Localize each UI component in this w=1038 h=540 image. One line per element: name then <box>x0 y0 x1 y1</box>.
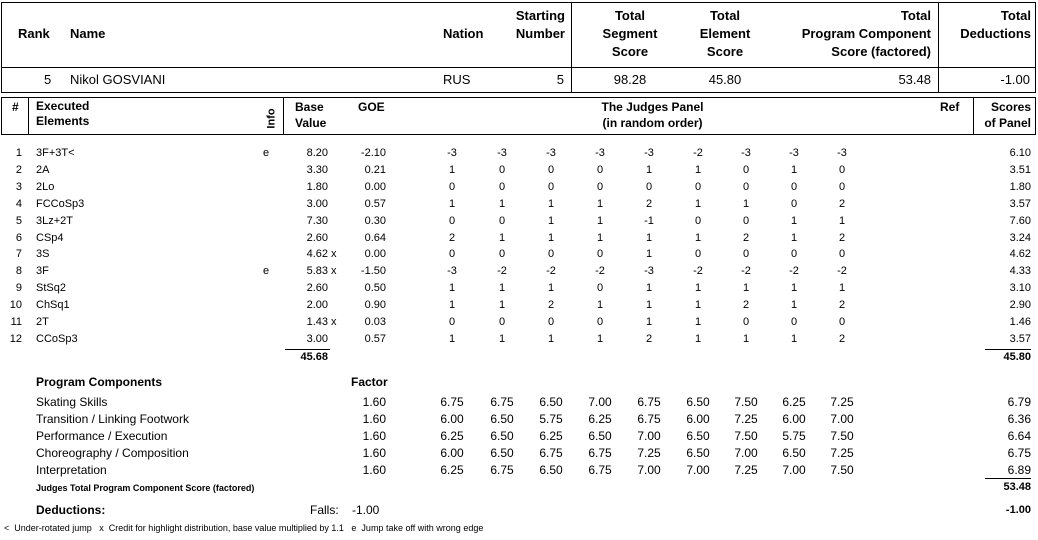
judge-score: 7.00 <box>637 428 661 443</box>
skater-rank: 5 <box>44 72 52 87</box>
judge-score: 6.25 <box>440 462 464 477</box>
judge-score: 7.50 <box>734 395 758 409</box>
judge-score: 2 <box>838 197 846 210</box>
judge-score: 1 <box>547 332 555 345</box>
falls-value: -1.00 <box>352 503 380 517</box>
judge-score: 1 <box>448 282 456 295</box>
col-scores-of-panel: Scores of Panel <box>984 100 1031 130</box>
judge-score: 6.50 <box>686 395 710 409</box>
judge-score: 6.50 <box>539 395 563 409</box>
element-goe: 0.03 <box>364 316 386 328</box>
col-judges-panel: The Judges Panel (in random order) <box>601 100 704 130</box>
element-goe: -1.50 <box>360 265 386 278</box>
judge-score: 0 <box>498 214 506 227</box>
component-name: Interpretation <box>36 462 107 477</box>
col-info: Info <box>265 108 278 129</box>
component-factor: 1.60 <box>362 395 386 409</box>
judge-score: 6.00 <box>440 445 464 460</box>
judge-score: 7.50 <box>830 428 854 443</box>
judge-score: 6.50 <box>686 428 710 443</box>
judge-score: 6.50 <box>490 428 514 443</box>
element-number: 10 <box>9 299 22 312</box>
element-goe: 0.00 <box>364 180 386 193</box>
element-panel-score: 3.57 <box>1009 197 1031 210</box>
judge-score: 0 <box>498 180 506 193</box>
judge-score: 6.75 <box>588 445 612 460</box>
col-starting-number: Starting Number <box>515 8 565 41</box>
element-info: e <box>263 147 270 159</box>
element-number: 9 <box>15 282 22 295</box>
element-base-value: 3.00 <box>306 332 328 345</box>
judge-score: 7.25 <box>830 445 854 460</box>
judge-score: 0 <box>596 316 604 328</box>
judge-score: -3 <box>497 147 507 159</box>
judge-score: 6.00 <box>686 411 710 426</box>
component-factor: 1.60 <box>362 445 386 460</box>
legend: < Under-rotated jump x Credit for highlight distribution, base value multiplied by 1.1 e Jump take off with wrong edge <box>4 523 484 533</box>
judge-score: 0 <box>448 214 456 227</box>
judge-score: 5.75 <box>539 411 563 426</box>
component-factor: 1.60 <box>362 411 386 426</box>
judge-score: 0 <box>742 316 750 328</box>
skater-name: Nikol GOSVIANI <box>70 72 166 87</box>
element-base-value: 3.30 <box>306 163 328 176</box>
element-number: 11 <box>10 316 22 328</box>
judge-score: 1 <box>448 332 456 345</box>
component-panel-score: 6.36 <box>1007 411 1031 426</box>
judge-score: 6.75 <box>637 411 661 426</box>
element-base-value: 1.80 <box>306 180 328 193</box>
element-base-value: 2.60 <box>306 282 328 295</box>
judge-score: 1 <box>498 197 506 210</box>
element-panel-score: 6.10 <box>1009 147 1031 159</box>
element-goe: 0.57 <box>364 332 386 345</box>
judge-score: 1 <box>596 197 604 210</box>
col-nation: Nation <box>443 26 484 41</box>
judge-score: -3 <box>447 265 457 278</box>
col-name: Name <box>70 26 106 41</box>
judge-score: 7.25 <box>734 411 758 426</box>
element-base-value: 8.20 <box>306 147 328 159</box>
judge-score: -3 <box>644 147 654 159</box>
judge-score: 0 <box>838 163 846 176</box>
judge-score: 6.75 <box>588 462 612 477</box>
judge-score: 0 <box>596 282 604 295</box>
judge-score: 7.25 <box>830 395 854 409</box>
judge-score: 2 <box>547 299 555 312</box>
col-total-element-score: Total Element Score <box>699 8 751 59</box>
judge-score: 0 <box>547 163 555 176</box>
element-name: 2A <box>36 163 50 176</box>
element-panel-score: 2.90 <box>1009 299 1031 312</box>
element-goe: 0.50 <box>364 282 386 295</box>
judge-score: 7.25 <box>637 445 661 460</box>
judge-score: -2 <box>837 265 847 278</box>
judge-score: 0 <box>742 163 750 176</box>
element-name: CSp4 <box>36 231 64 244</box>
element-number: 6 <box>15 231 22 244</box>
judge-score: 1 <box>742 282 750 295</box>
judge-score: 0 <box>790 248 798 261</box>
judge-score: -3 <box>595 147 605 159</box>
element-panel-score: 1.80 <box>1009 180 1031 193</box>
pc-total-label: Judges Total Program Component Score (factored) <box>36 483 255 493</box>
judge-score: 1 <box>790 299 798 312</box>
judge-score: 0 <box>547 248 555 261</box>
judge-score: -3 <box>546 147 556 159</box>
judge-score: 1 <box>790 214 798 227</box>
judge-score: 7.00 <box>686 462 710 477</box>
col-goe: GOE <box>358 100 385 114</box>
element-number: 3 <box>15 180 22 193</box>
col-rank: Rank <box>18 26 50 41</box>
element-panel-score: 1.46 <box>1009 316 1031 328</box>
element-panel-score: 3.51 <box>1009 163 1031 176</box>
judge-score: 1 <box>645 299 653 312</box>
judge-score: 1 <box>596 332 604 345</box>
element-goe: 0.64 <box>364 231 386 244</box>
judge-score: -2 <box>741 265 751 278</box>
header-vline-1 <box>571 2 572 93</box>
judge-score: 1 <box>596 231 604 244</box>
judge-score: 0 <box>448 316 456 328</box>
judge-score: -3 <box>741 147 751 159</box>
element-base-multiplier: x <box>331 248 337 261</box>
judge-score: 0 <box>547 180 555 193</box>
judge-score: 6.50 <box>686 445 710 460</box>
judge-score: 6.50 <box>490 411 514 426</box>
judge-score: 1 <box>596 214 604 227</box>
judge-score: 7.00 <box>637 462 661 477</box>
element-number: 12 <box>9 332 22 345</box>
col-ref: Ref <box>940 100 960 114</box>
col-total-pcs: Total Program Component Score (factored) <box>801 8 931 59</box>
judge-score: 1 <box>645 316 653 328</box>
col-executed-elements: Executed Elements <box>36 99 90 128</box>
element-base-value: 1.43 <box>306 316 328 328</box>
judge-score: 1 <box>448 163 456 176</box>
element-goe: 0.21 <box>364 163 386 176</box>
judge-score: 6.25 <box>539 428 563 443</box>
judge-score: 1 <box>547 214 555 227</box>
judge-score: 2 <box>645 197 653 210</box>
judge-score: -3 <box>447 147 457 159</box>
judge-score: 7.00 <box>588 395 612 409</box>
judge-score: 7.25 <box>734 462 758 477</box>
judge-score: -1 <box>644 214 654 227</box>
program-components-title: Program Components <box>36 375 163 389</box>
judge-score: 2 <box>838 332 846 345</box>
component-name: Performance / Execution <box>36 428 168 443</box>
deductions-label: Deductions: <box>36 503 106 517</box>
judge-score: 6.50 <box>588 428 612 443</box>
judge-score: -3 <box>644 265 654 278</box>
judge-score: 6.75 <box>539 445 563 460</box>
judge-score: 0 <box>645 180 653 193</box>
elements-vline-1 <box>28 97 29 135</box>
col-total-deductions: Total Deductions <box>960 8 1031 41</box>
judge-score: 6.25 <box>782 395 806 409</box>
element-goe: -2.10 <box>360 147 386 159</box>
component-factor: 1.60 <box>362 428 386 443</box>
element-base-value: 5.83 <box>306 265 328 278</box>
judge-score: 6.50 <box>539 462 563 477</box>
judge-score: 0 <box>498 163 506 176</box>
judge-score: 0 <box>498 316 506 328</box>
judge-score: 1 <box>694 282 702 295</box>
judge-score: 2 <box>838 231 846 244</box>
judge-score: 1 <box>498 299 506 312</box>
judge-score: 5.75 <box>782 428 806 443</box>
judge-score: 2 <box>645 332 653 345</box>
judge-score: -3 <box>789 147 799 159</box>
judge-score: 0 <box>694 180 702 193</box>
elements-header-box <box>1 97 1036 135</box>
element-base-value: 2.00 <box>306 299 328 312</box>
judge-score: 1 <box>596 299 604 312</box>
judge-score: -2 <box>693 265 703 278</box>
element-number: 5 <box>15 214 22 227</box>
element-panel-score: 4.62 <box>1009 248 1031 261</box>
element-name: 2T <box>36 316 49 328</box>
judge-score: 1 <box>645 231 653 244</box>
element-panel-score: 4.33 <box>1009 265 1031 278</box>
element-base-value: 4.62 <box>306 248 328 261</box>
judge-score: 6.25 <box>588 411 612 426</box>
judge-score: 1 <box>694 299 702 312</box>
element-goe: 0.57 <box>364 197 386 210</box>
judge-score: 1 <box>742 332 750 345</box>
judge-score: 0 <box>547 316 555 328</box>
judge-score: 1 <box>547 197 555 210</box>
judge-score: 1 <box>790 332 798 345</box>
judge-score: 6.50 <box>490 445 514 460</box>
judge-score: 0 <box>596 248 604 261</box>
element-name: ChSq1 <box>36 299 70 312</box>
judge-score: 0 <box>838 316 846 328</box>
judge-score: 0 <box>694 214 702 227</box>
element-panel-score: 3.57 <box>1009 332 1031 345</box>
judge-score: -2 <box>789 265 799 278</box>
element-name: FCCoSp3 <box>36 197 85 210</box>
element-name: 2Lo <box>36 180 55 193</box>
judge-score: 1 <box>790 231 798 244</box>
component-name: Skating Skills <box>36 395 108 409</box>
skater-tss: 98.28 <box>613 72 647 87</box>
judge-score: 1 <box>645 282 653 295</box>
element-name: 3F <box>36 265 49 278</box>
element-goe: 0.30 <box>364 214 386 227</box>
element-name: 3F+3T< <box>36 147 75 159</box>
col-base-value: Base Value <box>295 100 327 130</box>
skater-starting-number: 5 <box>556 72 564 87</box>
deductions-total: -1.00 <box>1005 504 1031 516</box>
judge-score: 1 <box>694 316 702 328</box>
judge-score: 1 <box>742 197 750 210</box>
header-divider <box>1 67 1036 68</box>
element-panel-score: 3.10 <box>1009 282 1031 295</box>
judge-score: 0 <box>448 248 456 261</box>
element-name: StSq2 <box>36 282 66 295</box>
judge-score: 6.75 <box>490 395 514 409</box>
judge-score: 1 <box>498 282 506 295</box>
judge-score: 1 <box>838 282 846 295</box>
element-number: 8 <box>15 265 22 278</box>
judge-score: 0 <box>742 214 750 227</box>
judge-score: 6.75 <box>440 395 464 409</box>
header-vline-2 <box>938 2 939 93</box>
col-total-segment-score: Total Segment Score <box>602 8 658 59</box>
judge-score: 0 <box>790 316 798 328</box>
judge-score: 2 <box>742 299 750 312</box>
judge-score: 6.75 <box>637 395 661 409</box>
judge-score: 6.50 <box>782 445 806 460</box>
element-base-value: 7.30 <box>306 214 328 227</box>
judge-score: -2 <box>546 265 556 278</box>
judge-score: 6.00 <box>782 411 806 426</box>
elements-vline-2 <box>283 97 284 135</box>
element-base-value: 3.00 <box>306 197 328 210</box>
element-panel-score: 3.24 <box>1009 231 1031 244</box>
col-element-number: # <box>12 100 19 114</box>
element-base-multiplier: x <box>331 265 337 278</box>
judge-score: 1 <box>838 214 846 227</box>
judge-score: -2 <box>595 265 605 278</box>
judge-score: 2 <box>448 231 456 244</box>
element-number: 1 <box>15 147 22 159</box>
judge-score: 1 <box>448 299 456 312</box>
judge-score: 2 <box>838 299 846 312</box>
component-panel-score: 6.75 <box>1007 445 1031 460</box>
component-name: Transition / Linking Footwork <box>36 411 189 426</box>
judge-score: 6.75 <box>490 462 514 477</box>
element-goe: 0.00 <box>364 248 386 261</box>
judge-score: 0 <box>838 180 846 193</box>
element-base-value: 2.60 <box>306 231 328 244</box>
judge-score: 1 <box>547 282 555 295</box>
judge-score: 1 <box>790 163 798 176</box>
element-goe: 0.90 <box>364 299 386 312</box>
judge-score: 0 <box>742 248 750 261</box>
component-factor: 1.60 <box>362 462 386 477</box>
judge-score: 1 <box>694 231 702 244</box>
element-base-multiplier: x <box>331 316 337 328</box>
skater-deductions: -1.00 <box>1000 72 1030 87</box>
judge-score: 1 <box>645 248 653 261</box>
judge-score: 0 <box>742 180 750 193</box>
judge-score: 0 <box>596 163 604 176</box>
judge-score: 6.25 <box>440 428 464 443</box>
judge-score: 7.00 <box>782 462 806 477</box>
falls-label: Falls: <box>310 503 339 517</box>
judge-score: 7.00 <box>734 445 758 460</box>
elements-vline-3 <box>973 97 974 135</box>
judge-score: 1 <box>694 163 702 176</box>
judge-score: 0 <box>838 248 846 261</box>
judge-score: 7.00 <box>830 411 854 426</box>
component-name: Choreography / Composition <box>36 445 189 460</box>
skater-pcs: 53.48 <box>898 72 931 87</box>
judge-score: -2 <box>497 265 507 278</box>
judge-score: 7.50 <box>830 462 854 477</box>
judge-score: 0 <box>498 248 506 261</box>
element-name: CCoSp3 <box>36 332 78 345</box>
skater-nation: RUS <box>443 72 471 87</box>
element-panel-score: 7.60 <box>1009 214 1031 227</box>
judge-score: 2 <box>742 231 750 244</box>
judge-score: 1 <box>448 197 456 210</box>
skater-tes: 45.80 <box>708 72 742 87</box>
judge-score: 0 <box>448 180 456 193</box>
judge-score: 0 <box>694 248 702 261</box>
component-panel-score: 6.89 <box>1007 462 1031 477</box>
component-panel-score: 6.79 <box>1007 395 1031 409</box>
judge-score: 0 <box>790 180 798 193</box>
component-panel-score: 6.64 <box>1007 428 1031 443</box>
elements-score-total: 45.80 <box>1003 351 1031 363</box>
judge-score: 1 <box>694 332 702 345</box>
judge-score: 0 <box>596 180 604 193</box>
element-name: 3Lz+2T <box>36 214 73 227</box>
judge-score: 1 <box>694 197 702 210</box>
judge-score: -3 <box>837 147 847 159</box>
judge-score: 0 <box>790 197 798 210</box>
element-number: 4 <box>15 197 22 210</box>
judge-score: -2 <box>693 147 703 159</box>
judge-score: 1 <box>645 163 653 176</box>
element-number: 2 <box>15 163 22 176</box>
judge-score: 6.00 <box>440 411 464 426</box>
base-value-total: 45.68 <box>300 351 328 363</box>
judge-score: 1 <box>498 332 506 345</box>
element-number: 7 <box>15 248 22 261</box>
judge-score: 1 <box>547 231 555 244</box>
element-info: e <box>263 265 270 278</box>
judge-score: 1 <box>498 231 506 244</box>
judge-score: 1 <box>790 282 798 295</box>
pc-total-score: 53.48 <box>1003 481 1031 493</box>
judge-score: 7.50 <box>734 428 758 443</box>
factor-header: Factor <box>351 375 388 389</box>
element-name: 3S <box>36 248 50 261</box>
